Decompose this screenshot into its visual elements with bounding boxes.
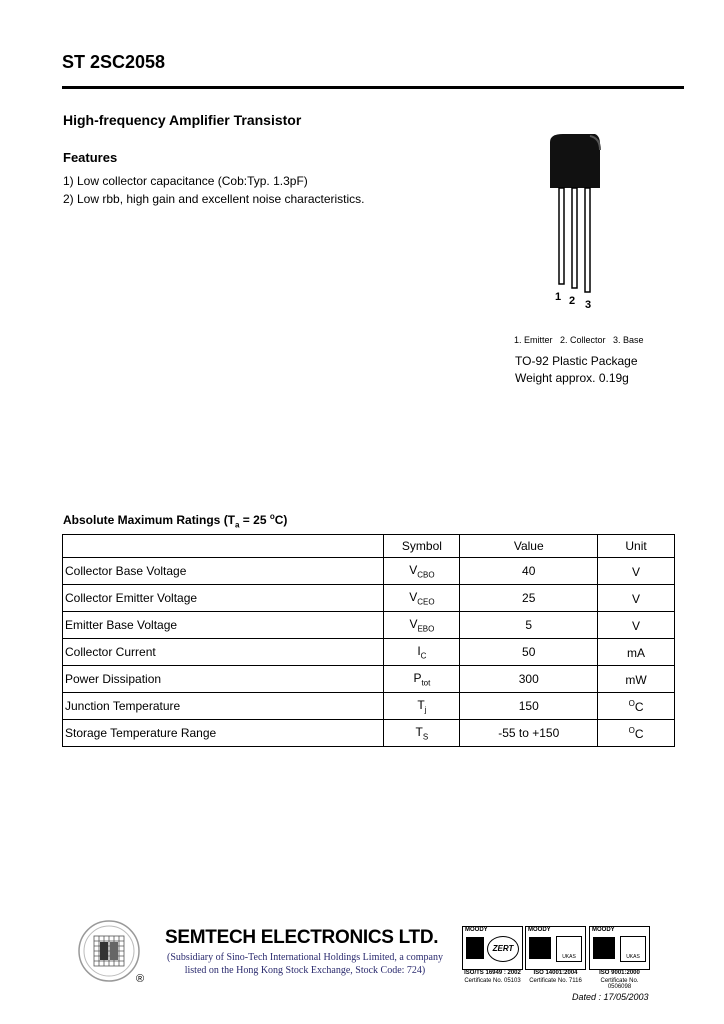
symbol-sub: tot (421, 678, 431, 688)
value-cell: 50 (460, 639, 598, 666)
cert-number-1: Certificate No. 05103 (464, 978, 521, 984)
symbol-cell (384, 693, 460, 720)
pin-number-2: 2 (569, 295, 576, 307)
unit-cell (598, 558, 675, 585)
param-cell: Collector Base Voltage (63, 558, 384, 585)
unit-main: mW (625, 672, 647, 687)
symbol-main: V (409, 562, 418, 577)
symbol-main: V (409, 589, 418, 604)
table-row (63, 693, 675, 720)
param-cell: Collector Current (63, 639, 384, 666)
symbol-sub: EBO (417, 624, 435, 634)
ratings-heading-mid: = 25 (239, 513, 270, 527)
symbol-main: T (415, 724, 423, 739)
header-parameter (63, 535, 384, 558)
symbol-sub: C (420, 651, 427, 661)
symbol-cell (384, 720, 460, 747)
company-note-line2: listed on the Hong Kong Stock Exchange, Stock Code: 724) (184, 965, 426, 976)
unit-sup: O (628, 698, 635, 708)
company-note-line1: (Subsidiary of Sino-Tech International Holdings Limited, a company (167, 952, 443, 963)
header-value: Value (460, 535, 598, 558)
to92-transistor-drawing (545, 130, 605, 310)
unit-main: C (634, 699, 644, 714)
table-row (63, 558, 675, 585)
unit-cell (598, 693, 675, 720)
unit-cell (598, 612, 675, 639)
header-symbol: Symbol (384, 535, 460, 558)
param-cell: Collector Emitter Voltage (63, 585, 384, 612)
ratings-heading-prefix: Absolute Maximum Ratings (T (63, 513, 236, 527)
unit-cell (598, 585, 675, 612)
moody-logo-icon (466, 937, 484, 959)
unit-main: V (632, 564, 641, 579)
value-cell: 150 (460, 693, 598, 720)
value-cell: 25 (460, 585, 598, 612)
symbol-main: T (417, 697, 425, 712)
ratings-heading-suffix: C) (274, 513, 288, 527)
cert-brand: MOODY (528, 927, 551, 933)
table-row (63, 720, 675, 747)
symbol-sub: j (424, 705, 427, 715)
package-weight: Weight approx. 0.19g (515, 371, 629, 385)
symbol-cell (384, 666, 460, 693)
symbol-cell (384, 585, 460, 612)
symbol-main: P (413, 670, 422, 685)
pin-number-3: 3 (585, 299, 592, 310)
value-cell: 5 (460, 612, 598, 639)
certification-badges (462, 926, 652, 990)
param-cell: Storage Temperature Range (63, 720, 384, 747)
ukas-mark-icon: UKAS (620, 936, 646, 962)
table-row (63, 585, 675, 612)
unit-cell (598, 666, 675, 693)
symbol-main: V (409, 616, 418, 631)
moody-logo-icon (529, 937, 551, 959)
company-name: SEMTECH ELECTRONICS LTD. (165, 927, 439, 948)
cert-number-2: Certificate No. 7116 (529, 978, 582, 984)
product-subtitle: High-frequency Amplifier Transistor (63, 112, 302, 128)
moody-logo-icon (593, 937, 615, 959)
feature-item-2: 2) Low rbb, high gain and excellent noise characteristics. (63, 192, 365, 206)
table-row (63, 612, 675, 639)
symbol-sub: S (422, 732, 429, 742)
ratings-heading (63, 512, 287, 529)
dated-label: Dated : 17/05/2003 (572, 992, 649, 1002)
cert-label-3: ISO 9001:2000 (599, 970, 640, 976)
param-cell: Emitter Base Voltage (63, 612, 384, 639)
cert-label-2: ISO 14001:2004 (533, 970, 578, 976)
unit-main: V (632, 591, 641, 606)
unit-main: C (634, 726, 644, 741)
symbol-cell (384, 558, 460, 585)
unit-sup: O (628, 725, 635, 735)
cert-label-1: ISO/TS 16949 : 2002 (464, 970, 521, 976)
unit-cell (598, 720, 675, 747)
symbol-sub: CBO (417, 570, 435, 580)
semtech-logo-icon (76, 920, 148, 986)
cert-badge-2 (525, 926, 586, 970)
value-cell: 40 (460, 558, 598, 585)
ukas-mark-icon: UKAS (556, 936, 582, 962)
unit-main: mA (627, 645, 646, 660)
ratings-heading-sub: a (235, 520, 240, 530)
ratings-table (62, 534, 675, 747)
ratings-heading-sup: o (269, 512, 275, 521)
symbol-sub: CEO (417, 597, 435, 607)
table-row (63, 666, 675, 693)
cert-brand: MOODY (592, 927, 615, 933)
feature-item-1: 1) Low collector capacitance (Cob:Typ. 1.3pF) (63, 174, 308, 188)
page-title: ST 2SC2058 (62, 52, 166, 72)
features-heading: Features (63, 150, 118, 165)
header-unit: Unit (598, 535, 675, 558)
title-rule (62, 86, 684, 89)
symbol-cell (384, 612, 460, 639)
cert-badge-1 (462, 926, 523, 970)
value-cell: 300 (460, 666, 598, 693)
unit-main: V (632, 618, 641, 633)
table-header-row (63, 535, 675, 558)
value-cell: -55 to +150 (460, 720, 598, 747)
package-name: TO-92 Plastic Package (515, 354, 638, 368)
symbol-main: I (417, 643, 421, 658)
param-cell: Junction Temperature (63, 693, 384, 720)
symbol-cell (384, 639, 460, 666)
cert-brand: MOODY (465, 927, 488, 933)
pins-legend: 1. Emitter 2. Collector 3. Base (514, 335, 644, 345)
param-cell: Power Dissipation (63, 666, 384, 693)
registered-mark: ® (136, 973, 145, 985)
zert-mark-icon: ZERT (487, 936, 519, 962)
cert-number-3: Certificate No. 0506098 (600, 978, 639, 990)
cert-badge-3 (589, 926, 650, 970)
table-row (63, 639, 675, 666)
unit-cell (598, 639, 675, 666)
pin-number-1: 1 (555, 291, 562, 303)
